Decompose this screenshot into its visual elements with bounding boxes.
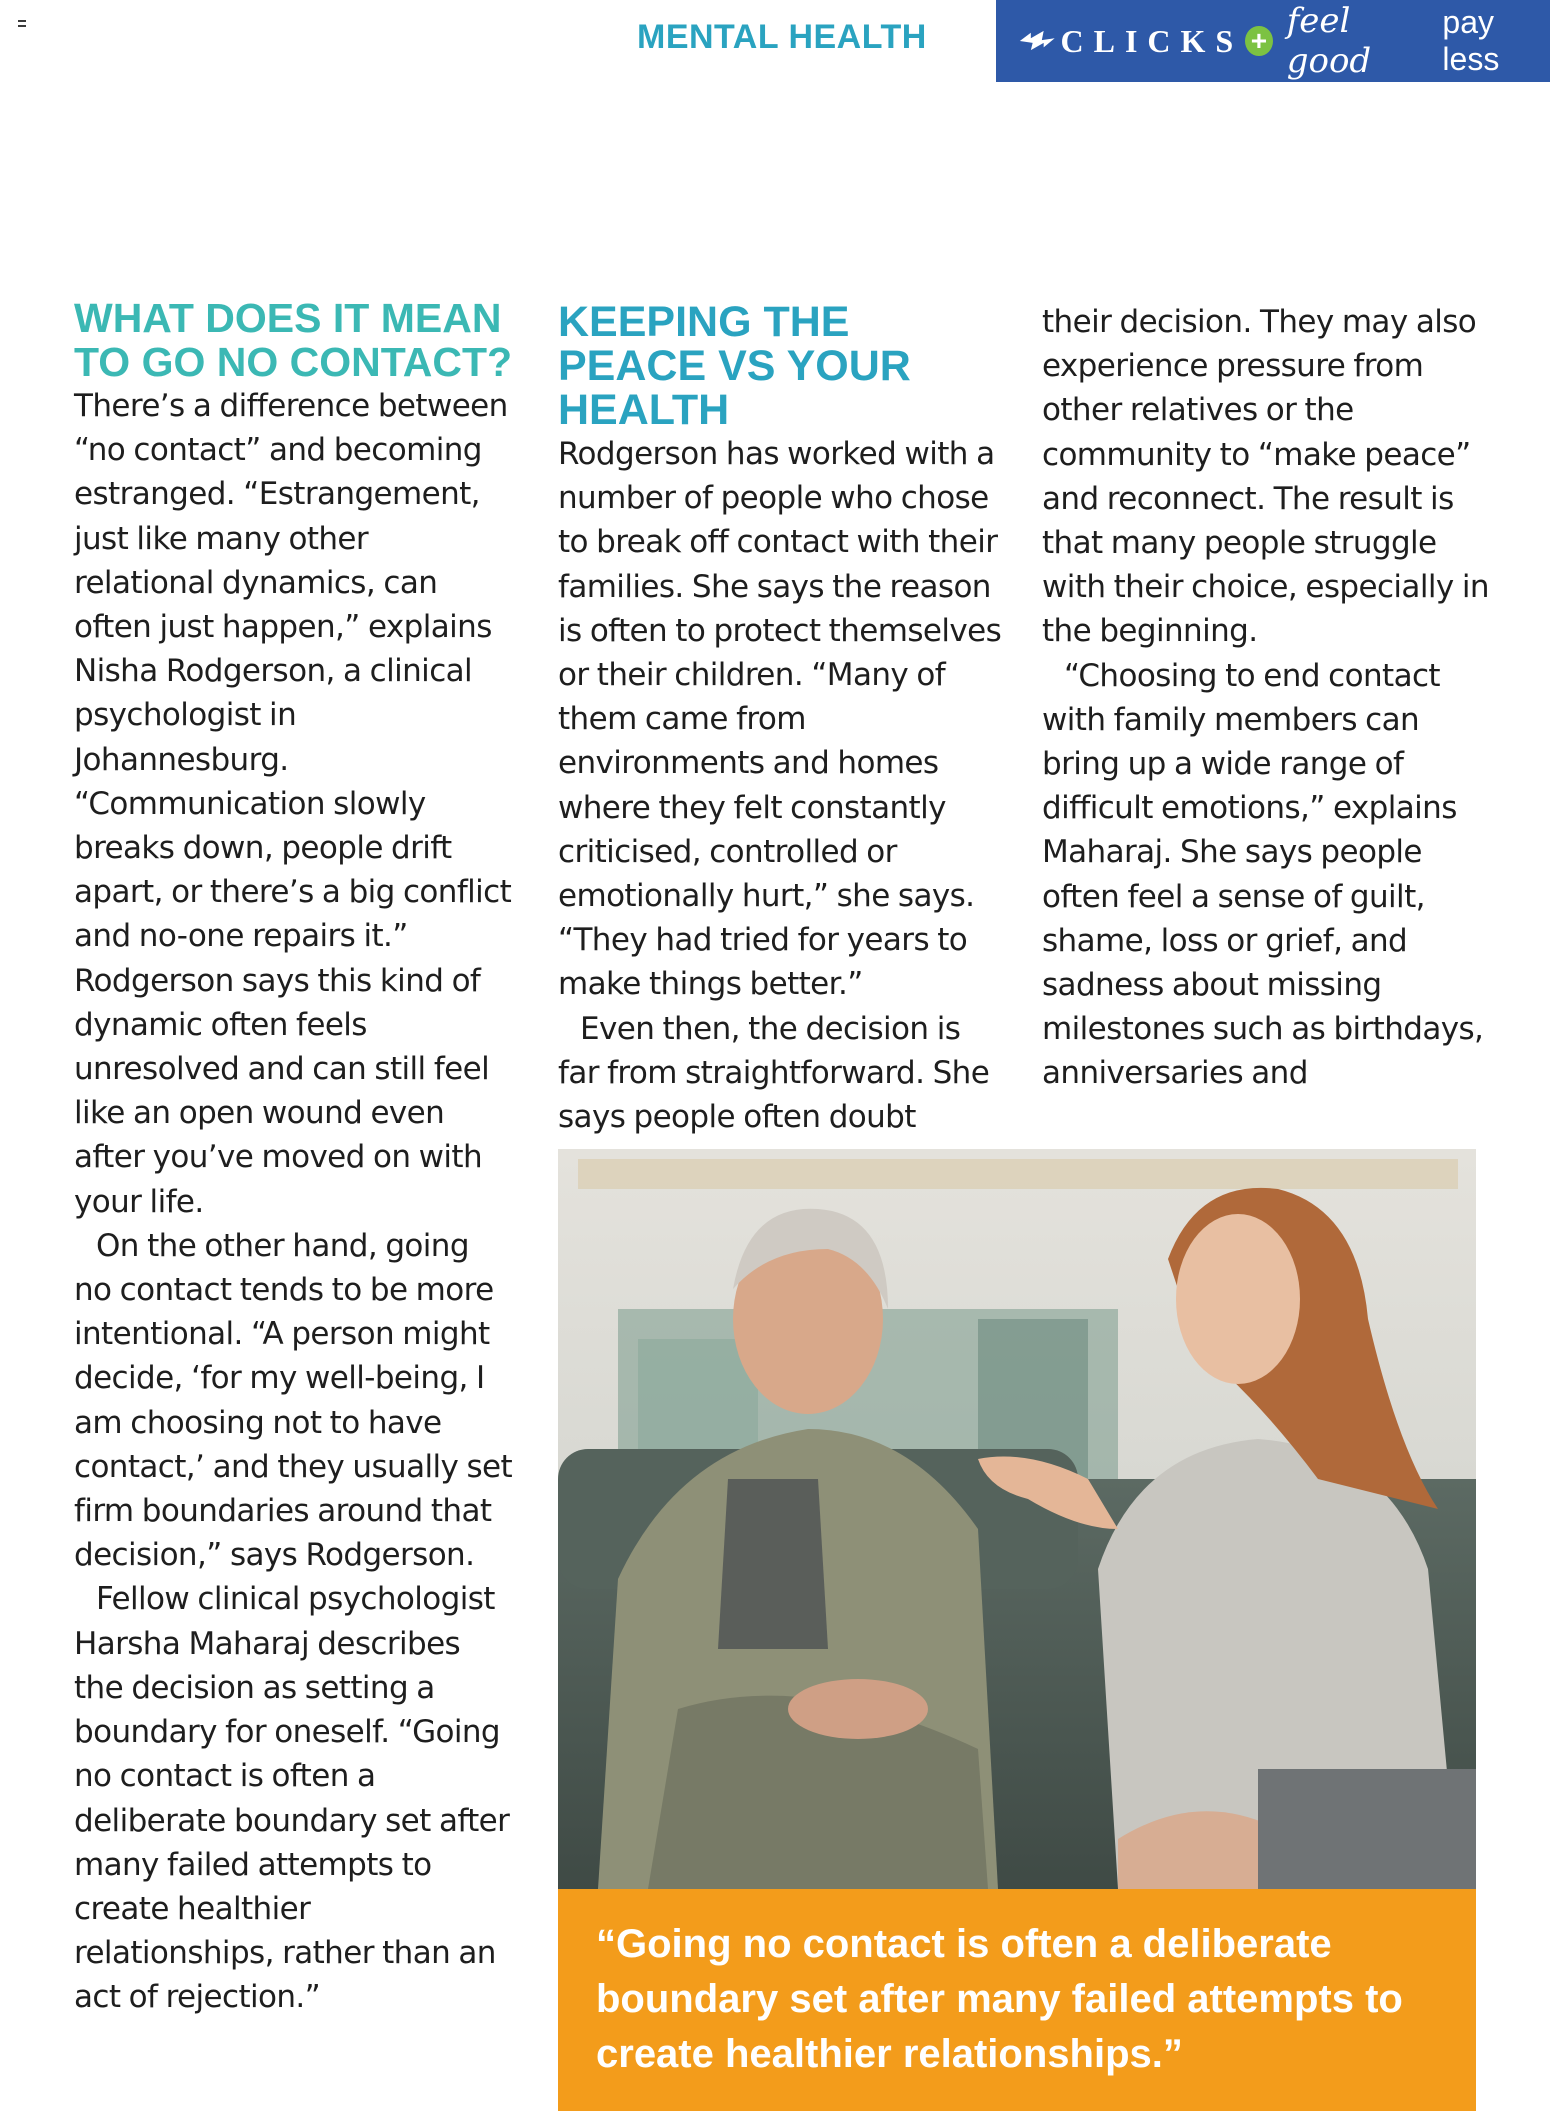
column-body bbox=[1042, 300, 1492, 1096]
brand-tagline-script: feel good bbox=[1286, 1, 1372, 81]
paragraph: Rodgerson has worked with a number of people who chose to break off contact with their families. She says the reason is often to protect themselves or their children. “Many of them came from environments and homes where they felt constantly criticised, controlled or emotionally hurt,” she says. “They had tried for years to make things better.” bbox=[558, 436, 1002, 1003]
section-label: MENTAL HEALTH bbox=[637, 18, 927, 56]
column-body bbox=[74, 384, 514, 2020]
paragraph: Fellow clinical psychologist Harsha Maharaj describes the decision as setting a boundary for oneself. “Going no contact is often a deliberate boundary set after many failed attempts to create healthier relationships, rather than an act of rejection.” bbox=[74, 1581, 510, 2016]
brand-name: CLICKS bbox=[1060, 22, 1244, 59]
brand-tagline: pay less bbox=[1442, 4, 1500, 77]
brand-banner bbox=[996, 0, 1550, 82]
paragraph: “Choosing to end contact with family members can bring up a wide range of difficult emotions,” explains Maharaj. She says people often feel a sense of guilt, shame, loss or grief, and sadness about missing milestones such as birthdays, anniversaries and bbox=[1042, 657, 1484, 1092]
paragraph: Even then, the decision is far from straightforward. She says people often doubt bbox=[558, 1010, 990, 1136]
article-photo bbox=[558, 1149, 1476, 1889]
paragraph: their decision. They may also experience pressure from other relatives or the community to “make peace” and reconnect. The result is that many people struggle with their choice, especially in the beginning. bbox=[1042, 304, 1489, 650]
pull-quote: “Going no contact is often a deliberate boundary set after many failed attempts to create healthier relationships.” bbox=[558, 1889, 1476, 2111]
menu-icon[interactable] bbox=[18, 20, 26, 30]
photo-illustration bbox=[558, 1149, 1476, 1889]
paragraph: There’s a difference between “no contact” and becoming estranged. “Estrangement, just like many other relational dynamics, can often just happen,” explains Nisha Rodgerson, a clinical psychologist in Johannesburg. “Communication slowly breaks down, people drift apart, or there’s a big conflict and no-one repairs it.” Rodgerson says this kind of dynamic often feels unresolved and can still feel like an open wound even after you’ve moved on with your life. bbox=[74, 388, 512, 1220]
article-column-2 bbox=[558, 300, 1008, 1139]
article-column-1 bbox=[74, 296, 514, 2020]
clicks-logo-icon bbox=[1018, 26, 1057, 56]
column-body bbox=[558, 432, 1008, 1139]
plus-icon: + bbox=[1245, 26, 1273, 56]
paragraph: On the other hand, going no contact tends to be more intentional. “A person might decide, ‘for my well-being, I am choosing not to have contact,’ and they usually set firm boundaries around that decision,” says Rodgerson. bbox=[74, 1227, 513, 1574]
section-heading: WHAT DOES IT MEAN TO GO NO CONTACT? bbox=[74, 295, 513, 385]
article-column-3 bbox=[1042, 300, 1492, 1096]
section-heading: KEEPING THE PEACE VS YOUR HEALTH bbox=[558, 298, 911, 434]
